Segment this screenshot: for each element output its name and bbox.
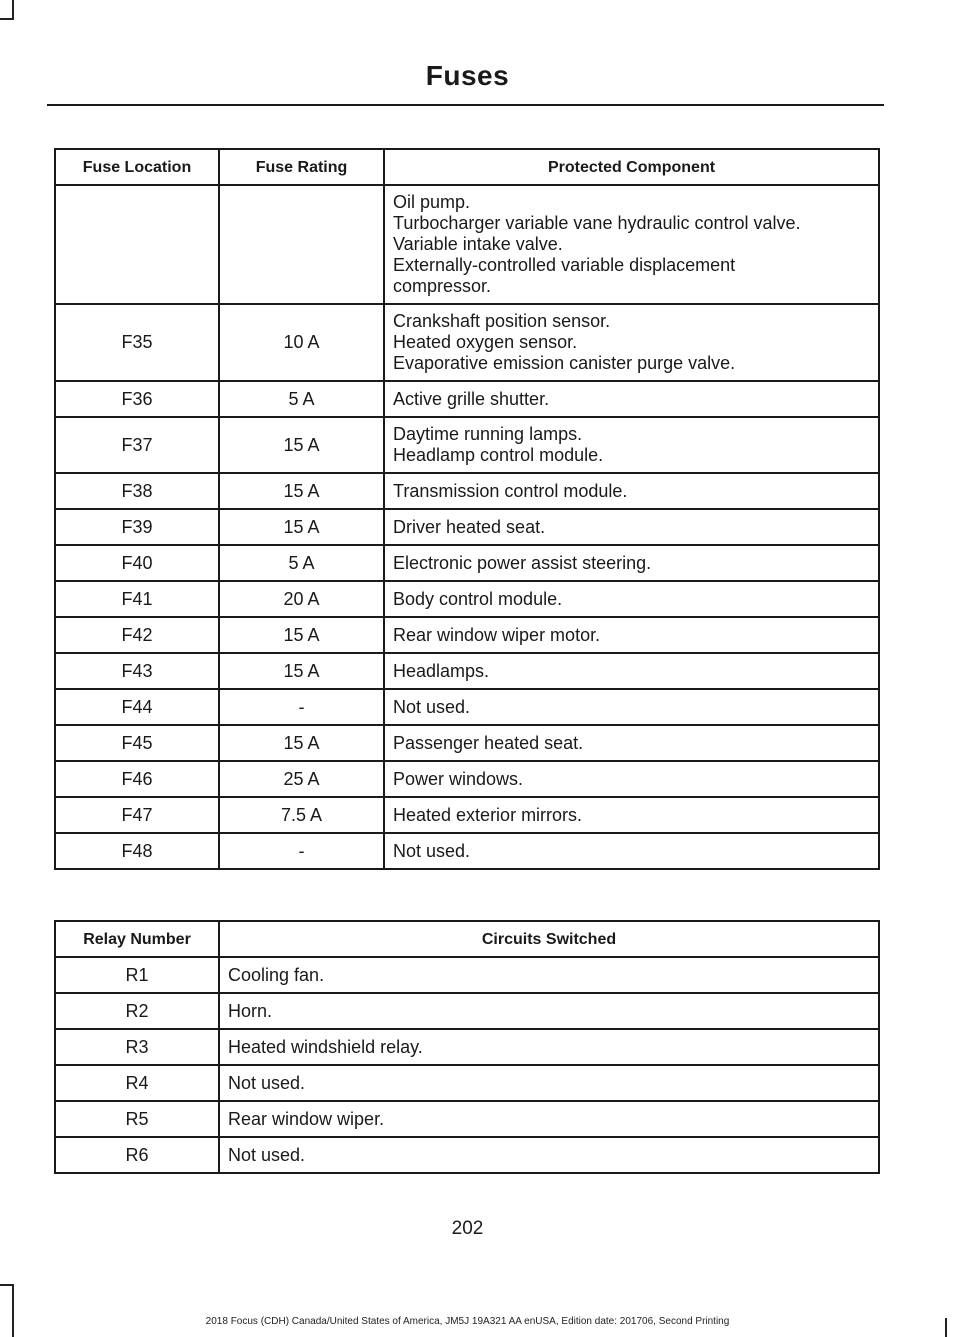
crop-mark	[0, 1284, 14, 1286]
table-row	[55, 545, 879, 581]
protected-component-cell	[384, 381, 879, 417]
crop-mark	[12, 1284, 14, 1337]
table-row	[55, 993, 879, 1029]
protected-component-cell	[384, 304, 879, 381]
fuse-location-cell: F45	[55, 725, 219, 761]
fuse-rating-cell: 15 A	[219, 653, 384, 689]
protected-component-cell	[384, 725, 879, 761]
fuse-rating-cell	[219, 185, 384, 304]
fuse-rating-cell: 10 A	[219, 304, 384, 381]
component-line: Variable intake valve.	[393, 234, 563, 254]
component-line: compressor.	[393, 276, 492, 296]
table-row	[55, 1065, 879, 1101]
protected-component-cell	[384, 761, 879, 797]
circuit-switched-cell: Cooling fan.	[219, 957, 879, 993]
circuit-switched-cell: Heated windshield relay.	[219, 1029, 879, 1065]
component-line: Active grille shutter.	[393, 388, 550, 409]
relay-number-cell: R1	[55, 957, 219, 993]
protected-component-cell	[384, 617, 879, 653]
fuse-location-cell: F40	[55, 545, 219, 581]
fuse-rating-cell: 5 A	[219, 545, 384, 581]
table-row	[55, 833, 879, 869]
fuse-location-cell: F38	[55, 473, 219, 509]
crop-mark	[12, 0, 14, 18]
relay-number-cell: R3	[55, 1029, 219, 1065]
component-line: Headlamps.	[393, 660, 490, 681]
page-title: Fuses	[425, 60, 510, 91]
fuse-rating-cell: 5 A	[219, 381, 384, 417]
table-row	[55, 1029, 879, 1065]
table-row	[55, 1137, 879, 1173]
table-row	[55, 617, 879, 653]
relay-number-cell: R2	[55, 993, 219, 1029]
fuse-rating-cell: 15 A	[219, 617, 384, 653]
component-line: Turbocharger variable vane hydraulic control valve.	[393, 213, 801, 233]
component-line: Driver heated seat.	[393, 516, 546, 537]
fuse-location-cell: F47	[55, 797, 219, 833]
component-line: Heated exterior mirrors.	[393, 804, 583, 825]
fuse-rating-cell: 20 A	[219, 581, 384, 617]
circuit-switched-cell: Not used.	[219, 1137, 879, 1173]
fuse-location-cell: F43	[55, 653, 219, 689]
fuse-rating-cell: 25 A	[219, 761, 384, 797]
circuit-switched-cell: Not used.	[219, 1065, 879, 1101]
fuse-location-cell: F46	[55, 761, 219, 797]
protected-component-cell	[384, 581, 879, 617]
table-row	[55, 653, 879, 689]
table-row	[55, 417, 879, 473]
column-header-relay-number: Relay Number	[55, 921, 219, 957]
fuse-location-cell: F44	[55, 689, 219, 725]
table-row	[55, 725, 879, 761]
circuit-switched-cell: Rear window wiper.	[219, 1101, 879, 1137]
fuse-location-cell	[55, 185, 219, 304]
column-header-fuse-rating: Fuse Rating	[219, 149, 384, 185]
table-row	[55, 381, 879, 417]
fuse-location-cell: F35	[55, 304, 219, 381]
fuse-table-header-row	[55, 149, 879, 185]
column-header-circuits-switched: Circuits Switched	[219, 921, 879, 957]
component-line: Not used.	[393, 696, 471, 717]
fuse-table	[54, 148, 880, 870]
fuse-location-cell: F41	[55, 581, 219, 617]
table-row	[55, 581, 879, 617]
fuse-rating-cell: 7.5 A	[219, 797, 384, 833]
component-line: Heated oxygen sensor.	[393, 332, 578, 352]
protected-component-cell	[384, 473, 879, 509]
protected-component-cell	[384, 417, 879, 473]
component-line: Passenger heated seat.	[393, 732, 584, 753]
fuse-location-cell: F37	[55, 417, 219, 473]
component-line: Power windows.	[393, 768, 524, 789]
relay-number-cell: R5	[55, 1101, 219, 1137]
protected-component-cell	[384, 833, 879, 869]
component-line: Not used.	[393, 840, 471, 861]
table-row	[55, 185, 879, 304]
table-row	[55, 509, 879, 545]
fuse-rating-cell: 15 A	[219, 473, 384, 509]
fuse-location-cell: F42	[55, 617, 219, 653]
protected-component-cell	[384, 653, 879, 689]
table-row	[55, 473, 879, 509]
component-line: Rear window wiper motor.	[393, 624, 601, 645]
circuit-switched-cell: Horn.	[219, 993, 879, 1029]
protected-component-cell	[384, 509, 879, 545]
fuse-rating-cell: 15 A	[219, 417, 384, 473]
protected-component-cell	[384, 185, 879, 304]
component-line: Electronic power assist steering.	[393, 552, 652, 573]
component-line: Evaporative emission canister purge valve.	[393, 353, 736, 373]
component-line: Externally-controlled variable displacement	[393, 255, 736, 275]
table-row	[55, 304, 879, 381]
fuse-rating-cell: 15 A	[219, 725, 384, 761]
component-line: Transmission control module.	[393, 480, 628, 501]
component-line: Oil pump.	[393, 192, 471, 212]
column-header-protected-component: Protected Component	[384, 149, 879, 185]
fuse-rating-cell: -	[219, 833, 384, 869]
table-row	[55, 797, 879, 833]
relay-number-cell: R6	[55, 1137, 219, 1173]
fuse-location-cell: F36	[55, 381, 219, 417]
fuse-rating-cell: 15 A	[219, 509, 384, 545]
protected-component-cell	[384, 797, 879, 833]
table-row	[55, 957, 879, 993]
crop-mark	[0, 18, 14, 20]
component-line: Crankshaft position sensor.	[393, 311, 611, 331]
column-header-fuse-location: Fuse Location	[55, 149, 219, 185]
crop-mark	[945, 1318, 947, 1337]
fuse-location-cell: F39	[55, 509, 219, 545]
component-line: Body control module.	[393, 588, 563, 609]
component-line: Daytime running lamps.	[393, 424, 583, 444]
component-line: Headlamp control module.	[393, 445, 604, 465]
fuse-rating-cell: -	[219, 689, 384, 725]
title-divider	[47, 104, 884, 106]
fuse-location-cell: F48	[55, 833, 219, 869]
protected-component-cell	[384, 689, 879, 725]
table-row	[55, 761, 879, 797]
protected-component-cell	[384, 545, 879, 581]
page-number: 202	[451, 1218, 484, 1239]
relay-table	[54, 920, 880, 1174]
relay-table-header-row	[55, 921, 879, 957]
table-row	[55, 689, 879, 725]
footer-text: 2018 Focus (CDH) Canada/United States of America, JM5J 19A321 AA enUSA, Edition date: 201706, Second Printing	[205, 1316, 730, 1327]
relay-number-cell: R4	[55, 1065, 219, 1101]
table-row	[55, 1101, 879, 1137]
